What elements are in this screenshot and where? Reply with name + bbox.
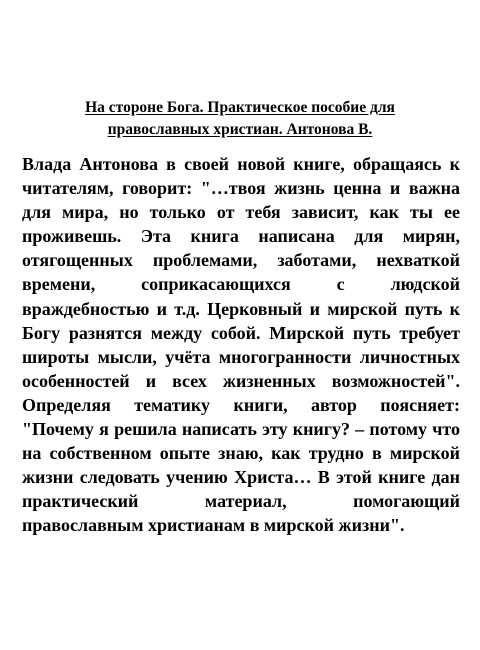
book-description: Влада Антонова в своей новой книге, обращаясь к читателям, говорит: "…твоя жизнь ценна и важна для мира, но только от тебя зависит, как ты ее проживешь. Эта книга написана для мирян, отягощенных проблемами, заботами, нехваткой времени, соприкасающихся с людской враждебностью и т.д. Церковный и мирской путь к Богу разнятся между собой. Мирской путь требует широты мысли, учёта многогранности личностных особенностей и всех жизненных возможностей". Определяя тематику книги, автор поясняет: "Почему я решила написать эту книгу? – потому что на собственном опыте знаю, как трудно в мирской жизни следовать учению Христа… В этой книге дан практический материал, помогающий православным христианам в мирской жизни". (22, 154, 460, 536)
book-title-link[interactable]: На стороне Бога. Практическое пособие для православных христиан. Антонова В. (85, 99, 395, 138)
